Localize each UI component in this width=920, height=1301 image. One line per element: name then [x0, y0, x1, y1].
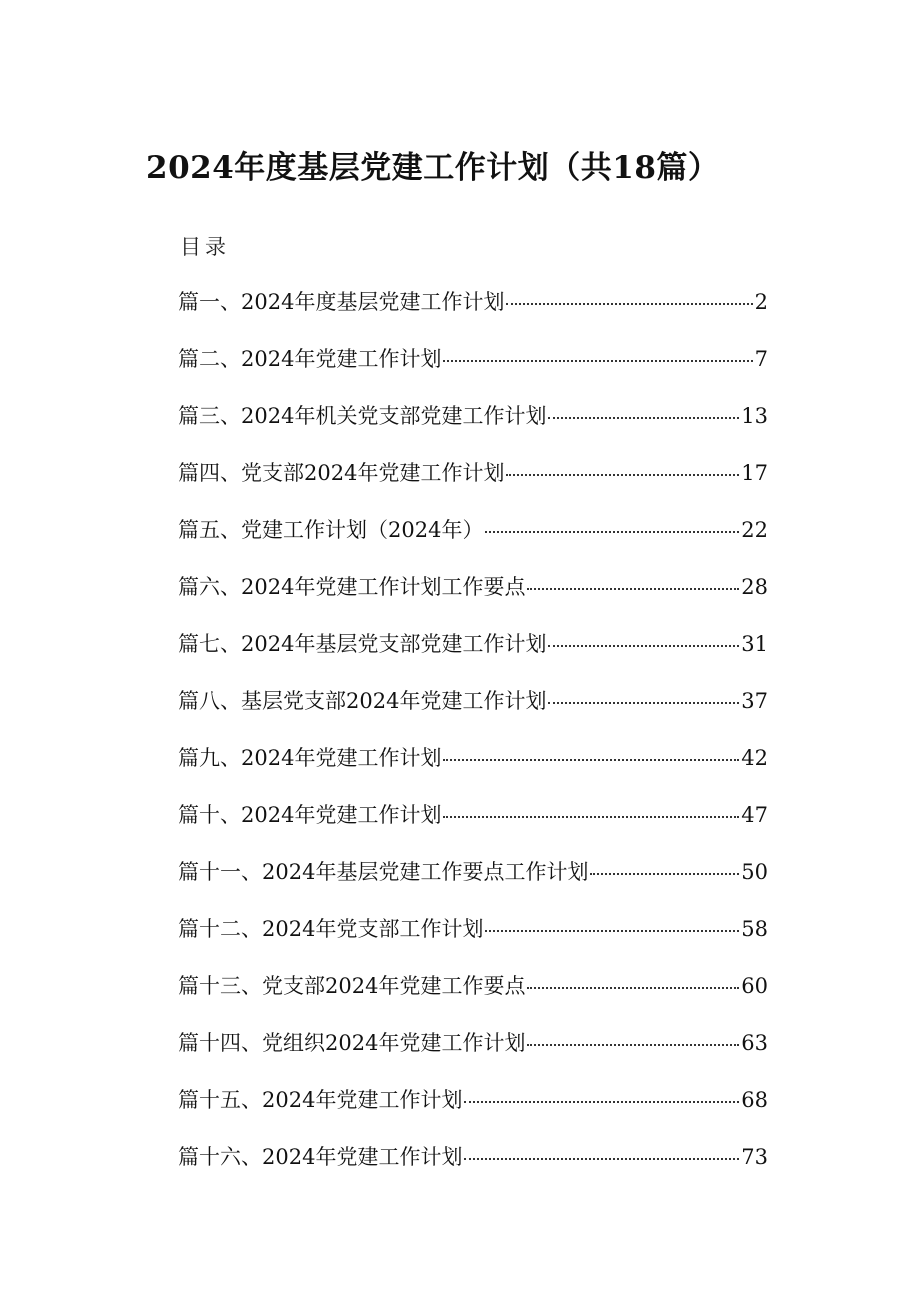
toc-entry-title: 篇三、2024年机关党支部党建工作计划 — [178, 404, 547, 428]
toc-entry-title: 篇十、2024年党建工作计划 — [178, 803, 442, 827]
toc-dot-leader — [548, 645, 739, 647]
toc-entry-title: 篇六、2024年党建工作计划工作要点 — [178, 575, 526, 599]
toc-dot-leader — [527, 588, 739, 590]
toc-entry-page: 73 — [741, 1145, 768, 1169]
toc-entry-title: 篇八、基层党支部2024年党建工作计划 — [178, 689, 547, 713]
toc-entry[interactable] — [178, 1140, 768, 1197]
toc-heading: 目录 — [180, 235, 230, 259]
toc-dot-leader — [485, 531, 739, 533]
toc-entry-page: 37 — [741, 689, 768, 713]
toc-entry-page: 22 — [741, 518, 768, 542]
toc-dot-leader — [548, 417, 739, 419]
table-of-contents — [178, 285, 768, 1197]
toc-entry[interactable] — [178, 684, 768, 741]
toc-entry-page: 31 — [741, 632, 768, 656]
toc-dot-leader — [485, 930, 739, 932]
toc-entry[interactable] — [178, 1026, 768, 1083]
toc-dot-leader — [527, 987, 739, 989]
page-title: 2024年度基层党建工作计划（共18篇） — [146, 150, 720, 186]
toc-entry-title: 篇十三、党支部2024年党建工作要点 — [178, 974, 526, 998]
toc-entry-page: 50 — [741, 860, 768, 884]
toc-dot-leader — [548, 702, 739, 704]
toc-entry-page: 2 — [754, 290, 768, 314]
toc-entry-page: 28 — [741, 575, 768, 599]
toc-entry-title: 篇七、2024年基层党支部党建工作计划 — [178, 632, 547, 656]
toc-entry[interactable] — [178, 855, 768, 912]
toc-entry[interactable] — [178, 513, 768, 570]
toc-dot-leader — [464, 1158, 739, 1160]
toc-entry-page: 42 — [741, 746, 768, 770]
toc-entry-title: 篇九、2024年党建工作计划 — [178, 746, 442, 770]
toc-entry-page: 60 — [741, 974, 768, 998]
toc-entry[interactable] — [178, 285, 768, 342]
toc-entry-title: 篇一、2024年度基层党建工作计划 — [178, 290, 505, 314]
toc-entry-title: 篇十一、2024年基层党建工作要点工作计划 — [178, 860, 589, 884]
toc-entry-page: 63 — [741, 1031, 768, 1055]
toc-dot-leader — [506, 303, 752, 305]
toc-entry-title: 篇十四、党组织2024年党建工作计划 — [178, 1031, 526, 1055]
toc-dot-leader — [443, 360, 752, 362]
toc-dot-leader — [443, 816, 739, 818]
toc-dot-leader — [527, 1044, 739, 1046]
toc-dot-leader — [443, 759, 739, 761]
toc-entry[interactable] — [178, 570, 768, 627]
toc-dot-leader — [506, 474, 739, 476]
toc-entry[interactable] — [178, 342, 768, 399]
toc-entry[interactable] — [178, 456, 768, 513]
toc-dot-leader — [464, 1101, 739, 1103]
toc-entry[interactable] — [178, 912, 768, 969]
toc-entry[interactable] — [178, 969, 768, 1026]
toc-entry-title: 篇二、2024年党建工作计划 — [178, 347, 442, 371]
toc-entry[interactable] — [178, 627, 768, 684]
toc-entry[interactable] — [178, 798, 768, 855]
toc-entry[interactable] — [178, 1083, 768, 1140]
toc-entry-page: 68 — [741, 1088, 768, 1112]
toc-entry-page: 58 — [741, 917, 768, 941]
toc-entry-title: 篇四、党支部2024年党建工作计划 — [178, 461, 505, 485]
toc-entry-page: 47 — [741, 803, 768, 827]
toc-entry[interactable] — [178, 399, 768, 456]
toc-entry-title: 篇十五、2024年党建工作计划 — [178, 1088, 463, 1112]
toc-entry[interactable] — [178, 741, 768, 798]
toc-entry-title: 篇五、党建工作计划（2024年） — [178, 518, 484, 542]
toc-entry-page: 17 — [741, 461, 768, 485]
toc-dot-leader — [590, 873, 739, 875]
toc-entry-page: 7 — [754, 347, 768, 371]
toc-entry-title: 篇十二、2024年党支部工作计划 — [178, 917, 484, 941]
toc-entry-title: 篇十六、2024年党建工作计划 — [178, 1145, 463, 1169]
toc-entry-page: 13 — [741, 404, 768, 428]
